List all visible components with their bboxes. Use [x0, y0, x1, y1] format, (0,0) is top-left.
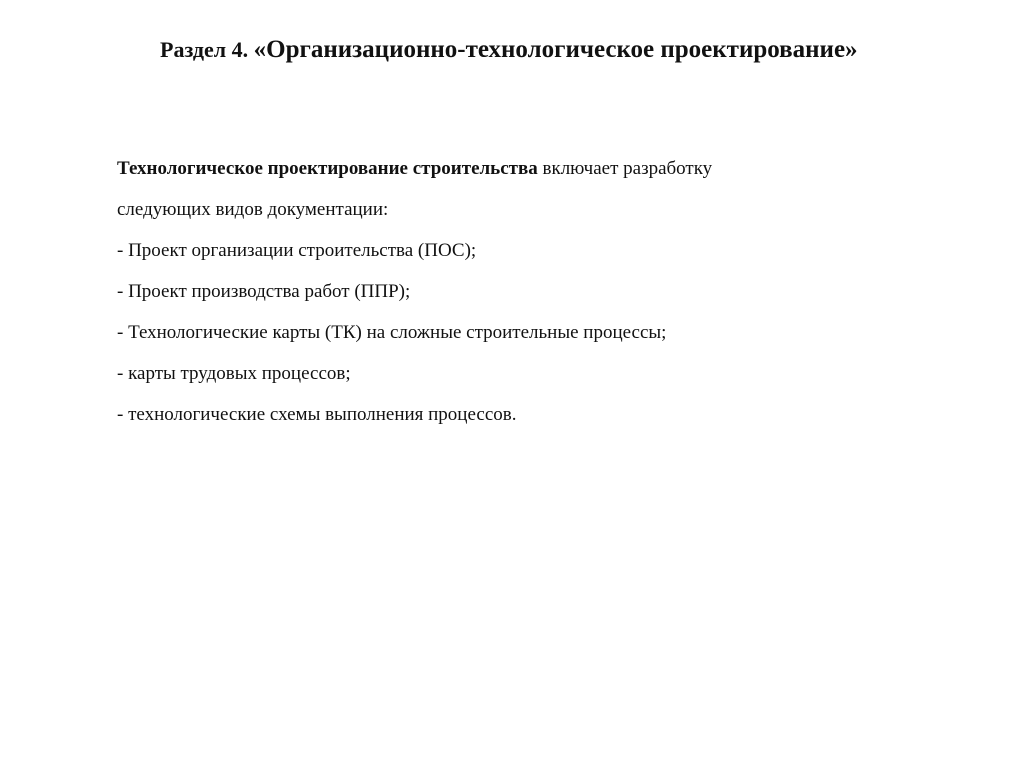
- title-prefix: Раздел 4.: [160, 37, 254, 62]
- intro-bold-term: Технологическое проектирование строительства: [117, 158, 538, 179]
- intro-line-2: следующих видов документации:: [117, 199, 389, 220]
- intro-line-1: [117, 148, 977, 189]
- slide-title: [160, 36, 980, 64]
- list-item-ppr: - Проект производства работ (ППР);: [117, 281, 411, 302]
- list-item-pos: - Проект организации строительства (ПОС);: [117, 240, 477, 261]
- intro-rest: включает разработку: [537, 158, 713, 179]
- list-item-tk: - Технологические карты (ТК) на сложные строительные процессы;: [117, 322, 667, 343]
- title-main: «Организационно-технологическое проектирование»: [253, 36, 858, 63]
- list-item-process-schemes: - технологические схемы выполнения процессов.: [117, 404, 517, 425]
- slide-body: [117, 148, 977, 435]
- list-item-labor-maps: - карты трудовых процессов;: [117, 363, 351, 384]
